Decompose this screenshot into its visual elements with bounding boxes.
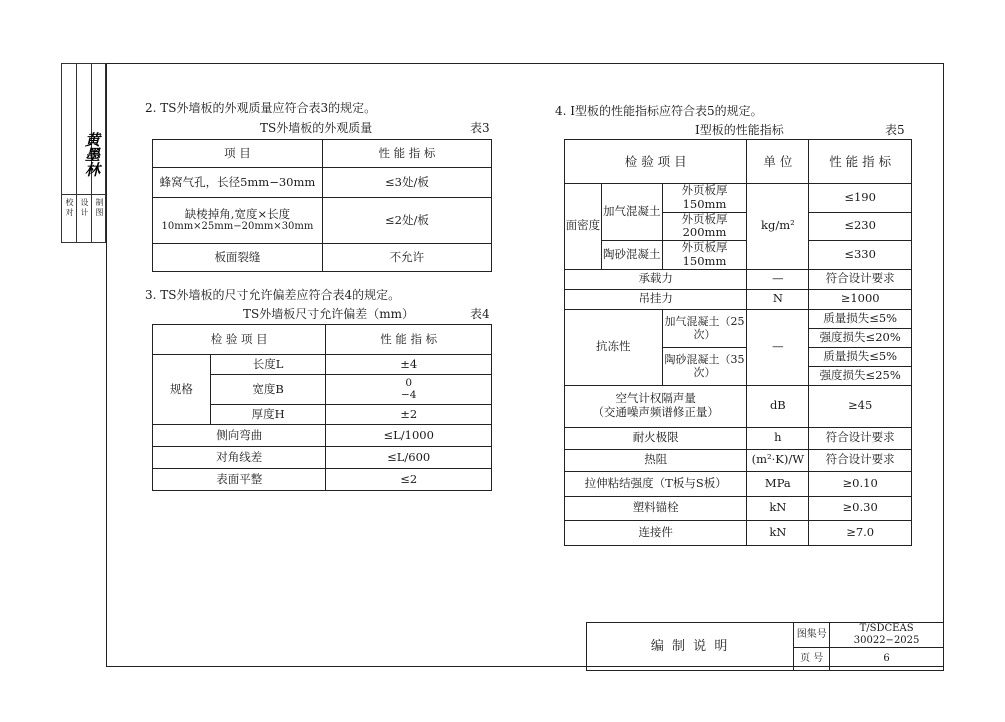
table-cell: kN [747,520,809,545]
table3-caption: TS外墙板的外观质量 [260,121,373,135]
table-cell: ≥0.30 [809,496,912,520]
table4-caption: TS外墙板尺寸允许偏差（mm） [243,307,414,321]
table4-header-item: 检 验 项 目 [153,325,326,355]
designer-signature: 黄墨林 [83,132,101,177]
table-cell: 符合设计要求 [809,427,912,449]
table-cell: 加气混凝土（25次） [662,309,747,347]
title-block [586,622,944,667]
table-cell: ≤3处/板 [322,168,491,198]
table-cell: 质量损失≤5% [809,347,912,366]
table-cell: 长度L [210,355,326,375]
table-cell: 承载力 [565,269,747,289]
table-cell: ≤190 [809,184,912,213]
table-cell: 板面裂缝 [153,244,323,272]
table-cell: 强度损失≤25% [809,366,912,385]
page-number-label: 页 号 [794,648,830,671]
table-cell: 外页板厚200mm [662,212,747,241]
table4-header-value: 性 能 指 标 [326,325,492,355]
table-cell: ≥1000 [809,289,912,309]
table-cell: ≤230 [809,212,912,241]
table-cell: (m²·K)/W [747,449,809,471]
table-cell: 外页板厚150mm [662,241,747,270]
table-cell: 拉伸粘结强度（T板与S板） [565,471,747,496]
drawing-label: 制图 [95,198,104,218]
table5-header-item: 检 验 项 目 [565,140,747,184]
table-cell: 厚度H [210,405,326,425]
table5 [564,139,912,546]
table-cell: — [747,269,809,289]
drawing-title: 编 制 说 明 [587,623,794,671]
design-label: 设计 [80,198,89,218]
table-cell: h [747,427,809,449]
table-cell: 不允许 [322,244,491,272]
table3 [152,139,492,272]
table-cell: 符合设计要求 [809,269,912,289]
table-cell: ≥7.0 [809,520,912,545]
table-cell: 0 −4 [326,375,492,405]
page-number: 6 [830,648,944,671]
table5-header-unit: 单 位 [747,140,809,184]
table-cell: 质量损失≤5% [809,309,912,328]
table-cell: 加气混凝土 [601,184,662,241]
table5-header-value: 性 能 指 标 [809,140,912,184]
table5-caption: I型板的性能指标 [695,123,784,137]
table-cell: ≤2处/板 [322,198,491,244]
proofread-label: 校对 [65,198,74,218]
table-cell: 塑料锚栓 [565,496,747,520]
atlas-number: T/SDCEAS 30022−2025 [830,623,944,648]
table-cell: 连接件 [565,520,747,545]
table4-number: 表4 [470,307,490,321]
table-cell: 陶砂混凝土 [601,241,662,270]
table-cell: ≥0.10 [809,471,912,496]
table-cell: kg/m² [747,184,809,270]
table-cell: 宽度B [210,375,326,405]
table-cell: 外页板厚150mm [662,184,747,213]
section3-heading: 3. TS外墙板的尺寸允许偏差应符合表4的规定。 [145,288,401,302]
frost-label: 抗冻性 [565,309,663,385]
table-cell: dB [747,385,809,427]
table-cell: kN [747,496,809,520]
table4 [152,324,492,491]
table-cell: 吊挂力 [565,289,747,309]
table-cell: N [747,289,809,309]
table-cell: ≤L/600 [326,447,492,469]
table-cell: 符合设计要求 [809,449,912,471]
table-cell: ≥45 [809,385,912,427]
table-cell: 表面平整 [153,469,326,491]
atlas-number-label: 图集号 [794,623,830,648]
spec-group-label: 规格 [153,355,211,425]
table-cell: ≤L/1000 [326,425,492,447]
table-cell: ±4 [326,355,492,375]
table-cell: 缺棱掉角,宽度×长度 10mm×25mm−20mm×30mm [153,198,323,244]
side-signature-strip [61,63,106,243]
table-cell: MPa [747,471,809,496]
table-cell: 蜂窝气孔，长径5mm−30mm [153,168,323,198]
density-label: 面密度 [565,184,602,270]
table-cell: — [747,309,809,385]
table-cell: 陶砂混凝土（35次） [662,347,747,385]
table5-number: 表5 [885,123,905,137]
table-cell: 对角线差 [153,447,326,469]
table-cell: 耐火极限 [565,427,747,449]
table3-header-value: 性 能 指 标 [322,140,491,168]
table3-number: 表3 [470,121,490,135]
table-cell: 空气计权隔声量 （交通噪声频谱修正量） [565,385,747,427]
section2-heading: 2. TS外墙板的外观质量应符合表3的规定。 [145,101,377,115]
table-cell: ≤2 [326,469,492,491]
table-cell: 侧向弯曲 [153,425,326,447]
table3-header-item: 项 目 [153,140,323,168]
table-cell: 强度损失≤20% [809,328,912,347]
table-cell: ±2 [326,405,492,425]
table-cell: 热阻 [565,449,747,471]
section4-heading: 4. I型板的性能指标应符合表5的规定。 [555,104,763,118]
table-cell: ≤330 [809,241,912,270]
